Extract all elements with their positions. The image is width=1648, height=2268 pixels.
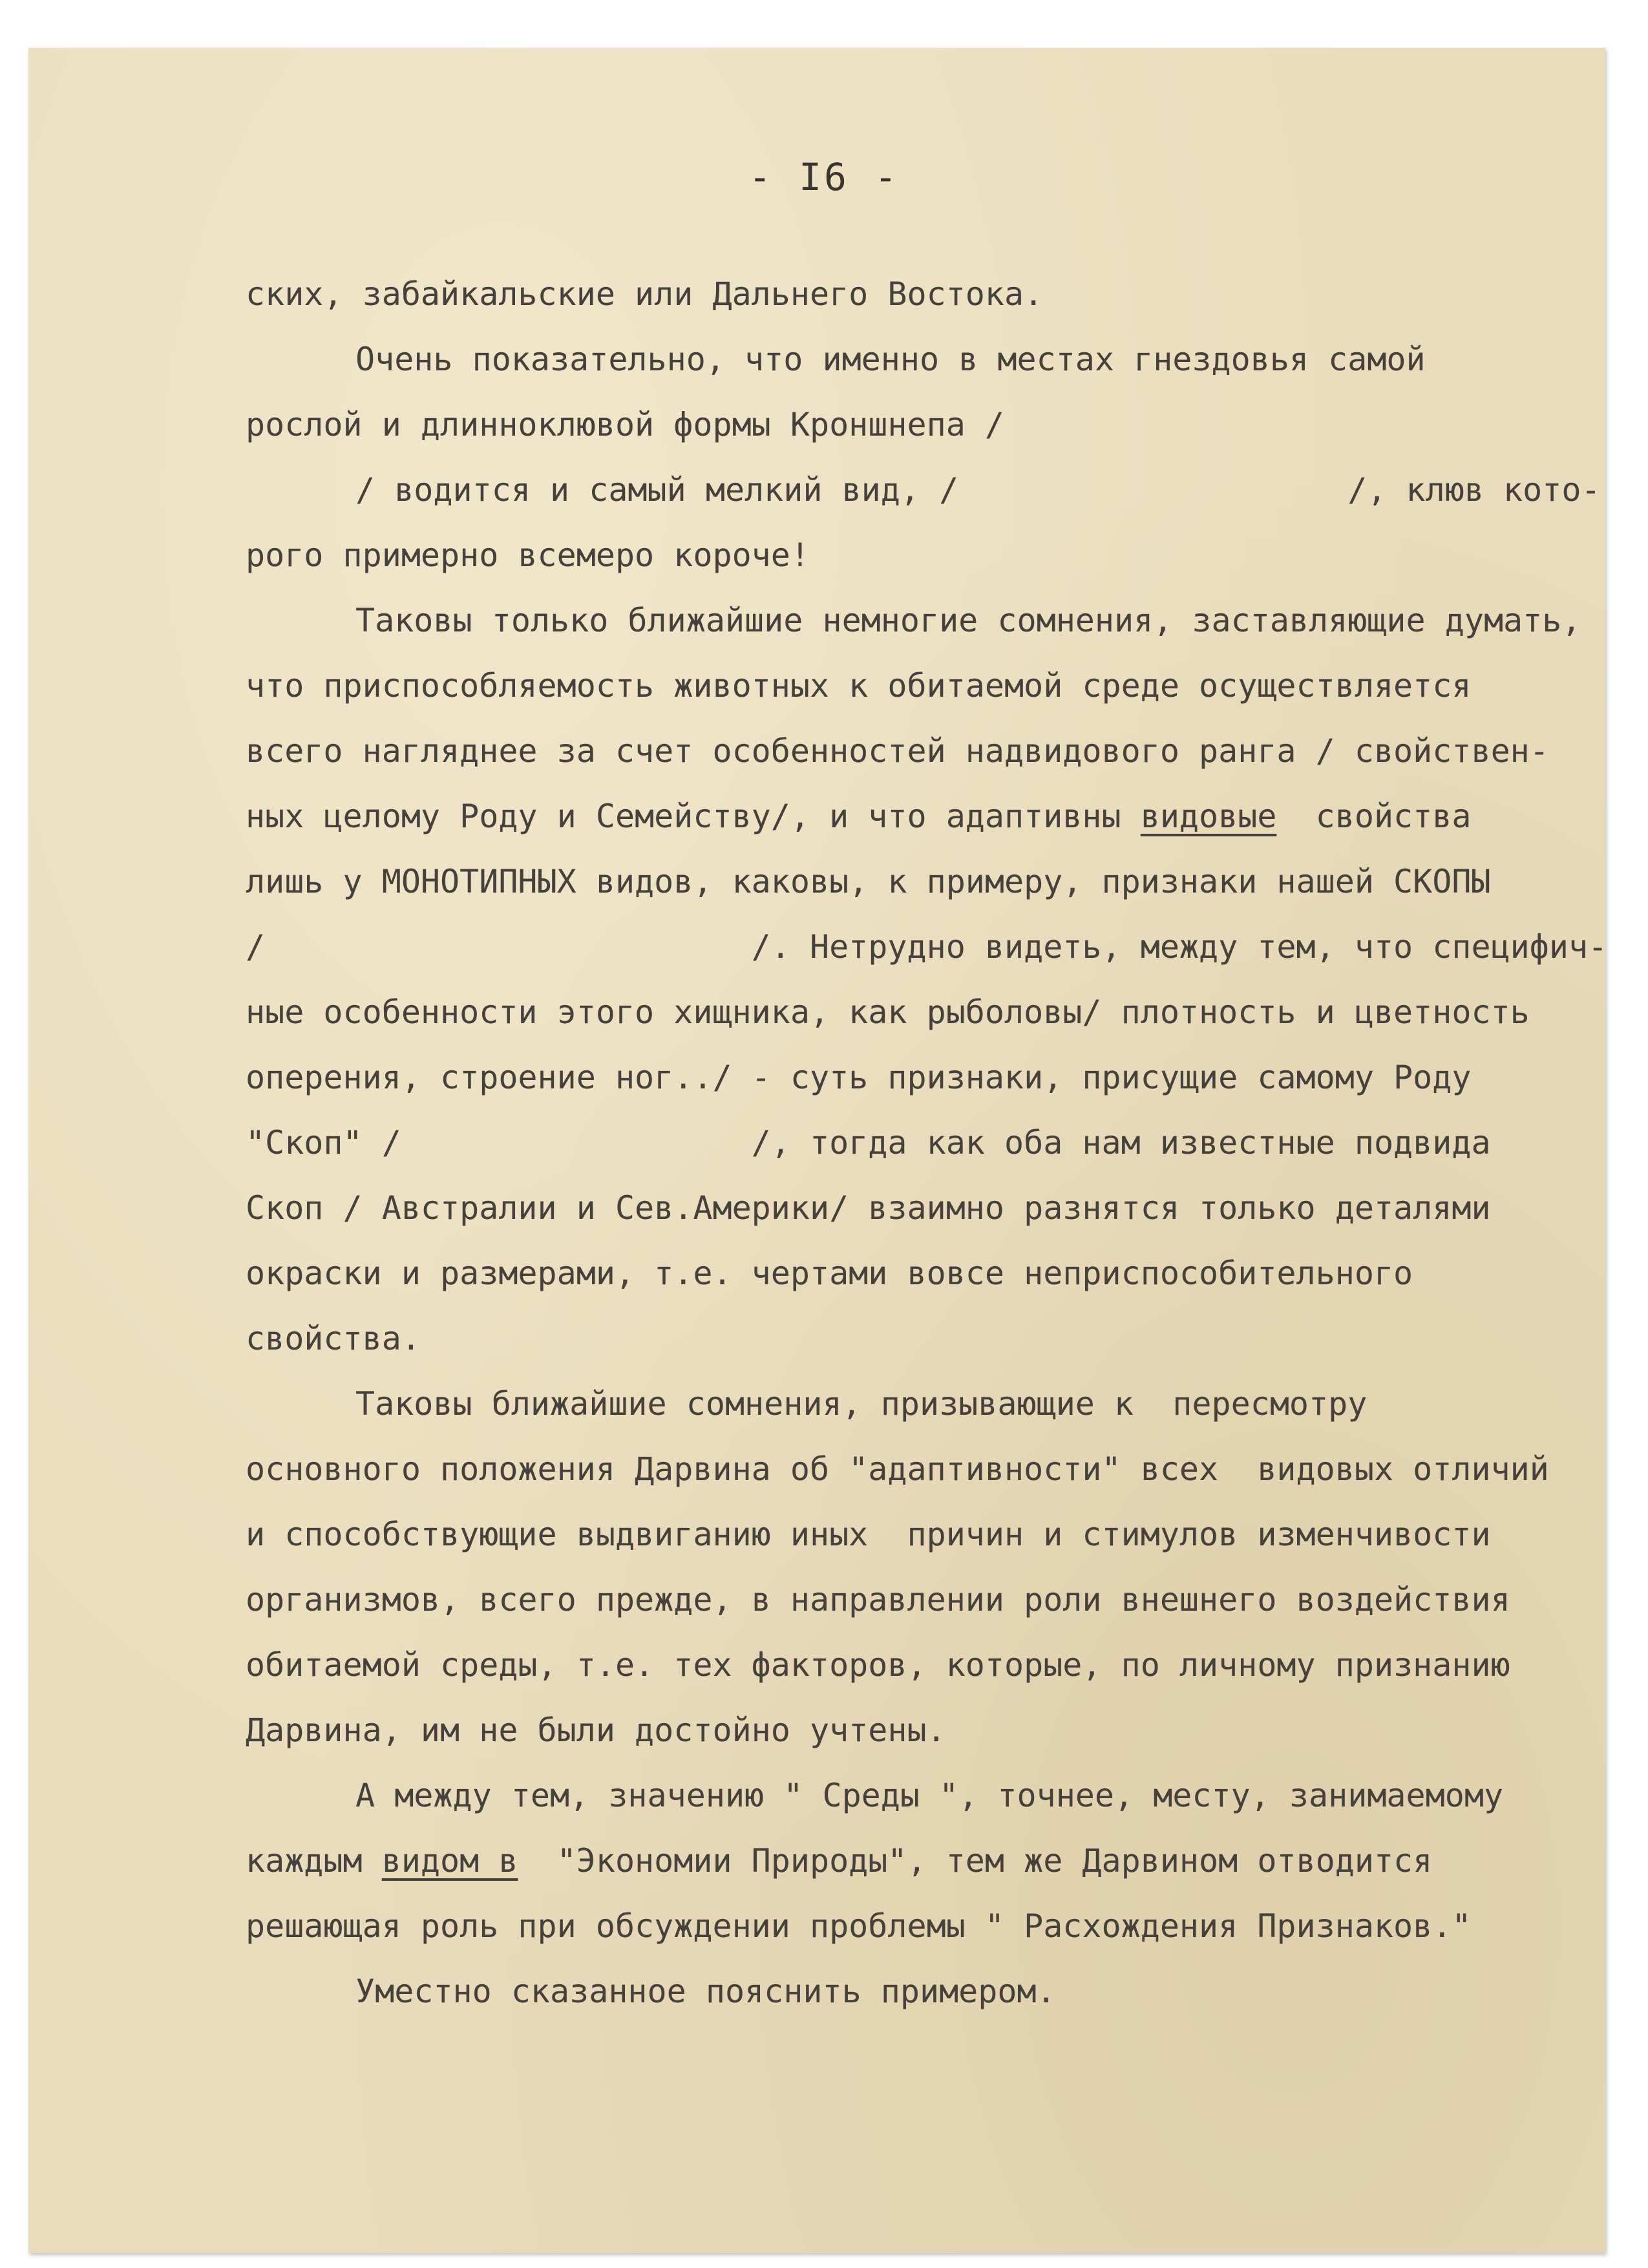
underlined-word: видовые xyxy=(1140,798,1277,835)
text-line-2: Очень показательно, что именно в местах гнездовья самой xyxy=(355,341,1426,378)
text-line-5: рого примерно всемеро короче! xyxy=(246,536,810,574)
page-number: - I6 - xyxy=(748,155,900,199)
text-line-6: Таковы только ближайшие немногие сомнения, заставляющие думать, xyxy=(355,602,1581,639)
text-line-27: Уместно сказанное пояснить примером. xyxy=(355,1973,1056,2010)
text-line-9: ных целому Роду и Семейству/, и что адаптивны видовые свойства xyxy=(246,798,1472,835)
text-line-13: оперения, строение ног../ - суть признаки, присущие самому Роду xyxy=(246,1059,1472,1096)
text-line-11: / /. Нетрудно видеть, между тем, что специфич- xyxy=(246,928,1608,966)
text-line-10: лишь у МОНОТИПНЫХ видов, каковы, к примеру, признаки нашей СКОПЫ xyxy=(246,863,1491,900)
text-line-16: окраски и размерами, т.е. чертами вовсе неприспособительного xyxy=(246,1255,1413,1292)
text-line-4: / водится и самый мелкий вид, / /, клюв кото- xyxy=(355,471,1601,509)
text-line-26: решающая роль при обсуждении проблемы " Расхождения Признаков." xyxy=(246,1907,1472,1945)
text-line-21: организмов, всего прежде, в направлении роли внешнего воздействия xyxy=(246,1581,1510,1618)
text-line-18: Таковы ближайшие сомнения, призывающие к пересмотру xyxy=(355,1385,1368,1423)
text-line-12: ные особенности этого хищника, как рыболовы/ плотность и цветность xyxy=(246,993,1530,1031)
text-line-14: "Скоп" / /, тогда как оба нам известные подвида xyxy=(246,1124,1491,1161)
text-line-19: основного положения Дарвина об "адаптивности" всех видовых отличий xyxy=(246,1450,1549,1488)
text-line-25: каждым видом в "Экономии Природы", тем же Дарвином отводится xyxy=(246,1842,1433,1880)
text-line-7: что приспособляемость животных к обитаемой среде осуществляется xyxy=(246,667,1472,705)
text-line-1: ских, забайкальские или Дальнего Востока. xyxy=(246,275,1044,313)
text-line-24: А между тем, значению " Среды ", точнее, месту, занимаемому xyxy=(355,1777,1504,1814)
text-line-23: Дарвина, им не были достойно учтены. xyxy=(246,1712,946,1749)
text-line-3: рослой и длинноклювой формы Кроншнепа / xyxy=(246,406,1004,443)
document-body xyxy=(246,262,1609,2024)
text-line-17: свойства. xyxy=(246,1320,421,1357)
text-line-22: обитаемой среды, т.е. тех факторов, которые, по личному признанию xyxy=(246,1646,1510,1684)
text-line-8: всего нагляднее за счет особенностей надвидового ранга / свойствен- xyxy=(246,732,1549,770)
text-line-15: Скоп / Австралии и Сев.Америки/ взаимно разнятся только деталями xyxy=(246,1189,1491,1227)
text-line-20: и способствующие выдвиганию иных причин и стимулов изменчивости xyxy=(246,1516,1491,1553)
underlined-word: видом в xyxy=(381,1842,518,1880)
